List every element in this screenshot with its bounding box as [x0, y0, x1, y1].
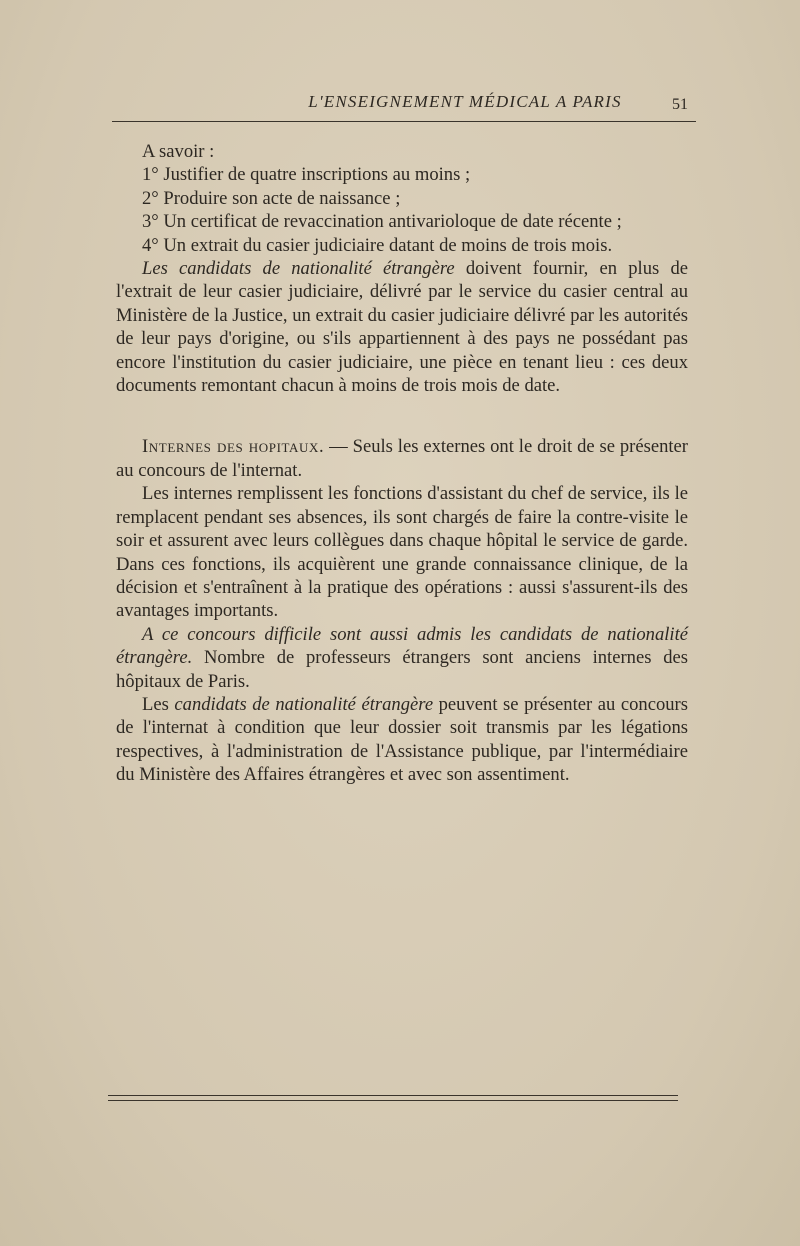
section-intro-text: — Seuls les externes ont le droit de se présenter au concours de l'internat. [116, 436, 689, 481]
list-item: 4° Un extrait du casier judiciaire datant de moins de trois mois. [142, 234, 613, 256]
foreign-candidates-paragraph [116, 257, 688, 397]
last-para-text: peuvent se présenter au concours de l'internat à condition que leur dossier soit transmis par les légations respectives, à l'administration de l'Assistance publique, par l'intermédiaire du Ministère des Affaires étrangères et avec son assentiment. [116, 693, 688, 786]
last-para-italic: candidats de nationalité étrangère [174, 693, 434, 715]
foreign-candidates-lead: Les candidats de nationalité étrangère [142, 258, 455, 280]
list-item: 2° Produire son acte de naissance ; [142, 187, 401, 209]
difficult-contest-paragraph [116, 623, 688, 693]
interns-paragraph: Les internes remplissent les fonctions d'assistant du chef de service, ils le remplacent pendant ses absences, ils sont chargés de faire la contre-visite le soir et assurent avec leurs collègues dans chaque hôpital le service de garde. Dans ces fonctions, ils acquièrent une grande connaissance clinique, de la décision et s'entraînent à la pratique des opérations : aussi s'assurent-ils des avantages importants. [116, 483, 688, 622]
section-heading: Internes des hopitaux. [142, 436, 325, 458]
footer-rules [108, 1095, 678, 1105]
interns-section-intro [116, 435, 688, 482]
page-body [116, 140, 688, 787]
footer-rule [108, 1095, 678, 1096]
foreign-internat-paragraph [116, 693, 688, 787]
footer-rule [108, 1100, 678, 1101]
difficult-contest-text: Nombre de professeurs étrangers sont anciens internes des hôpitaux de Paris. [116, 647, 688, 692]
list-item: 1° Justifier de quatre inscriptions au moins ; [142, 164, 471, 186]
difficult-contest-lead: A ce concours difficile sont aussi admis les candidats de nationalité étrangère. [116, 623, 688, 669]
header-rule [112, 121, 696, 122]
running-title: L'ENSEIGNEMENT MÉDICAL A PARIS [308, 92, 622, 111]
foreign-candidates-text: doivent fournir, en plus de l'extrait de leur casier judiciaire, délivré par le service du casier central au Ministère de la Justice, un extrait du casier judiciaire délivré par les autorités de leur pays d'origine, ou s'ils appartiennent à des pays ne possédant pas encore l'institution du casier judiciaire, une pièce en tenant lieu : ces deux documents remontant chacun à moins de trois mois de date. [116, 258, 688, 397]
intro-line: A savoir : [142, 141, 215, 162]
section-gap [116, 397, 688, 435]
page-number: 51 [672, 96, 688, 113]
list-item: 3° Un certificat de revaccination antivarioloque de date récente ; [142, 211, 622, 233]
last-para-start: Les [142, 693, 175, 715]
